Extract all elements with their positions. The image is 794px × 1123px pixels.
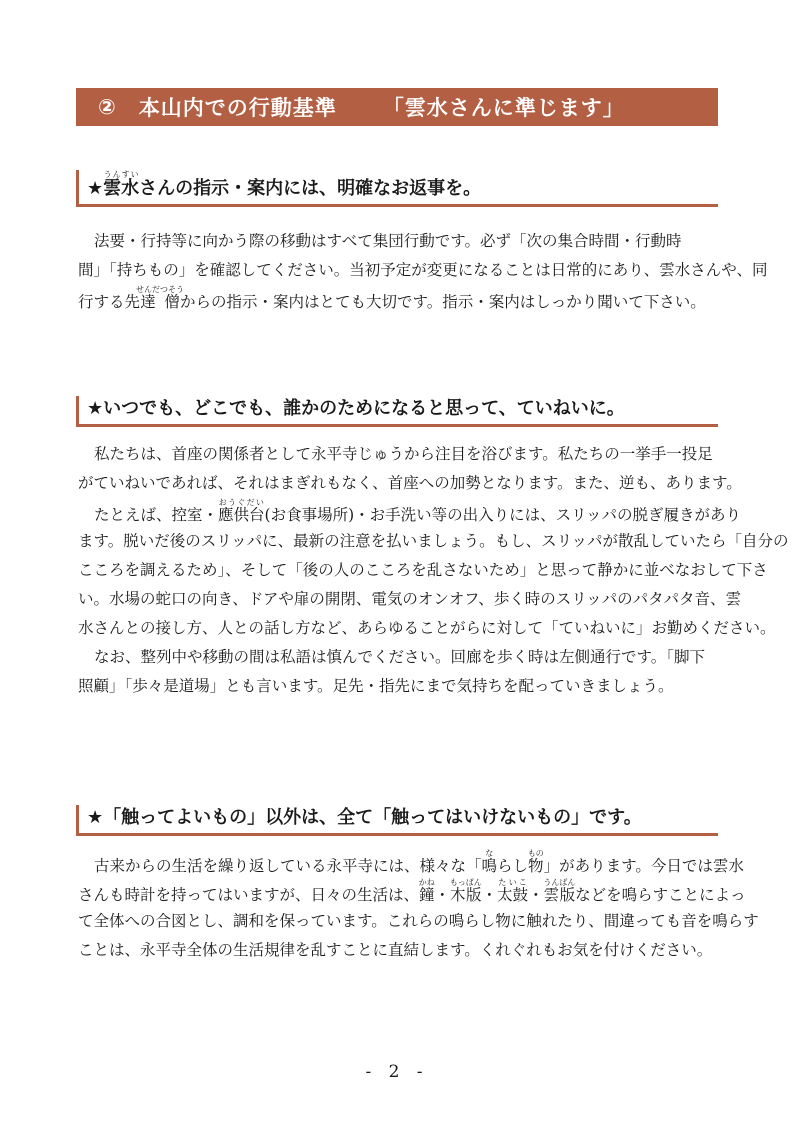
body-line: たとえば、控室・應供台おうぐだい(お食事場所)・お手洗い等の出入りには、スリッパの脱ぎ履きがあり xyxy=(94,498,742,524)
title-main: 本山内での行動基準 xyxy=(138,96,337,120)
body-line: 法要・行持等に向かう際の移動はすべて集団行動です。必ず「次の集合時間・行動時 xyxy=(94,232,682,250)
body-line: さんも時計を持ってはいますが、日々の生活は、鐘かね・木版もっぱん・太鼓たいこ・雲版うんばんなどを鳴らすことによっ xyxy=(78,878,746,904)
title-number: ② xyxy=(98,95,117,119)
body-line: がていねいであれば、それはまぎれもなく、首座への加勢となります。また、逆も、あります。 xyxy=(78,474,742,492)
body-line: ことは、永平寺全体の生活規律を乱すことに直結します。くれぐれもお気を付けください。 xyxy=(78,941,713,959)
section2-body xyxy=(78,440,789,701)
body-line: こころを調えるため」、そして「後の人のこころを乱さないため」と思って静かに並べなおして下さ xyxy=(78,561,768,579)
body-line: 行する先達僧せんだつそうからの指示・案内はとても大切です。指示・案内はしっかり聞いて下さい。 xyxy=(78,285,706,311)
body-line: い。水場の蛇口の向き、ドアや扉の開閉、電気のオンオフ、歩く時のスリッパのパタパタ音、雲 xyxy=(78,590,741,608)
title-sub: 「雲水さんに準じます」 xyxy=(382,96,625,120)
body-line: 照顧」「歩々是道場」とも言います。足先・指先にまで気持ちを配っていきましょう。 xyxy=(78,677,674,695)
body-line: 水さんとの接し方、人との話し方など、あらゆることがらに対して「ていねいに」お勤めください。 xyxy=(78,619,776,637)
section-title-banner xyxy=(76,88,718,126)
body-line: 私たちは、首座の関係者として永平寺じゅうから注目を浴びます。私たちの一挙手一投足 xyxy=(94,445,713,463)
star-icon: ★ xyxy=(87,178,104,199)
body-line: 古来からの生活を繰り返している永平寺には、様々な「鳴ならし物もの」があります。今日では雲水 xyxy=(94,849,744,875)
body-line: ます。脱いだ後のスリッパに、最新の注意を払いましょう。もし、スリッパが散乱していたら「自分の xyxy=(78,532,789,550)
section3-heading: ★「触ってよいもの」以外は、全て「触ってはいけないもの」です。 xyxy=(76,805,718,836)
section3-body xyxy=(78,849,759,965)
page-number: - 2 - xyxy=(365,1062,429,1082)
body-line: て全体への合図とし、調和を保っています。これらの鳴らし物に触れたり、間違っても音を鳴らす xyxy=(78,912,759,930)
section1-heading xyxy=(76,170,718,207)
section1-body xyxy=(78,227,768,314)
section2-heading: ★いつでも、どこでも、誰かのためになると思って、ていねいに。 xyxy=(76,396,718,427)
section1-heading-text: さんの指示・案内には、明確なお返事を。 xyxy=(139,178,482,199)
section1-heading-ruby: 雲水うんすい xyxy=(103,170,140,199)
body-line: なお、整列中や移動の間は私語は慎んでください。回廊を歩く時は左側通行です。「脚下 xyxy=(94,648,706,666)
body-line: 間」「持ちもの」を確認してください。当初予定が変更になることは日常的にあり、雲水さんや、同 xyxy=(78,261,768,279)
